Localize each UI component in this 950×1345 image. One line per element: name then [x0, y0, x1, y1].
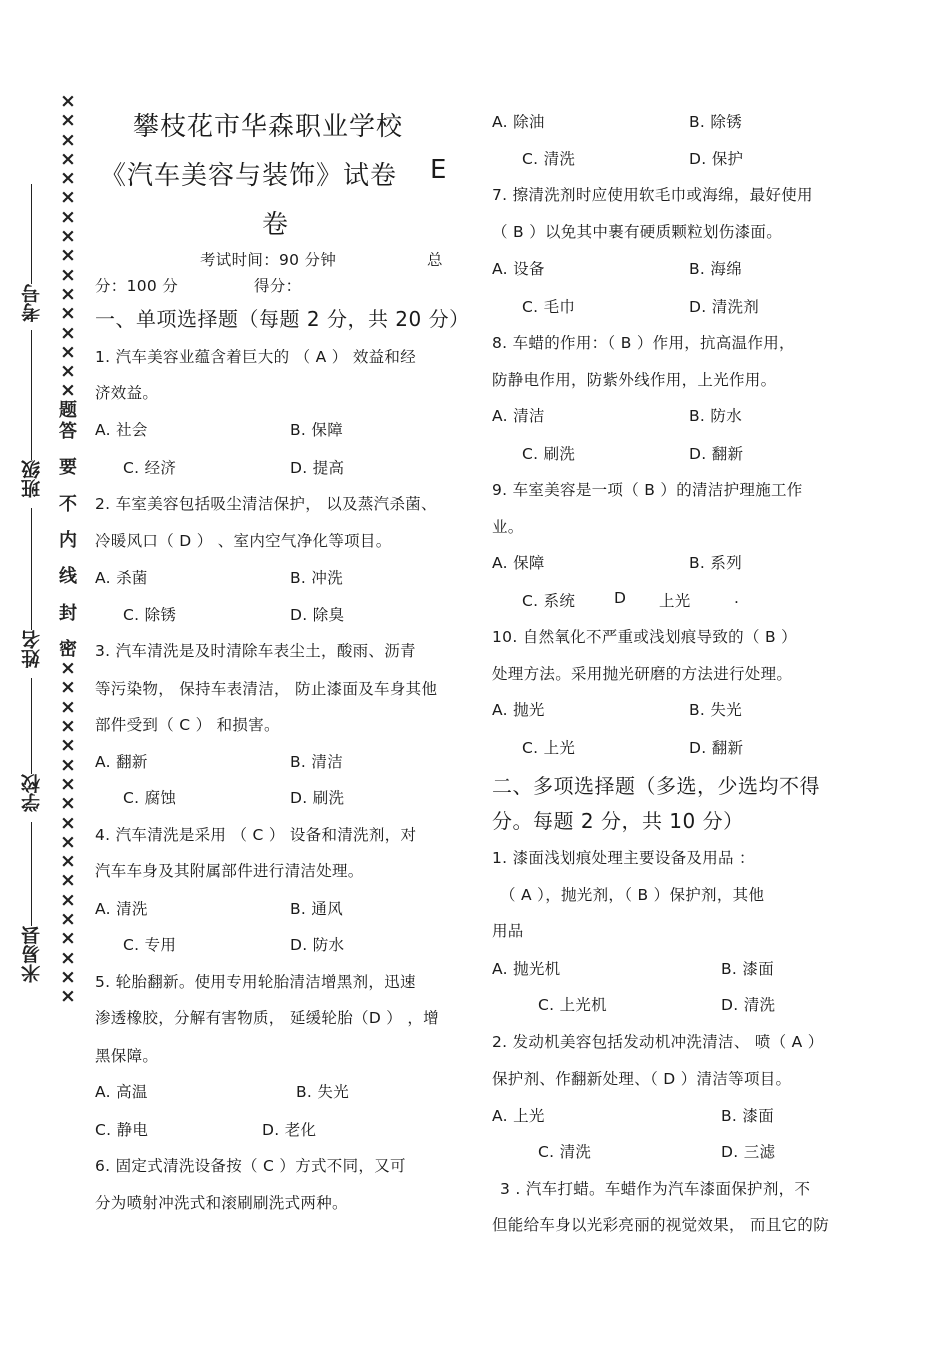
q1-option-a: A. 社会: [95, 421, 148, 439]
s2-q1-option-b: B. 漆面: [721, 960, 774, 978]
seal-char: 内: [59, 529, 77, 551]
q10-text-2: 处理方法。采用抛光研磨的方法进行处理。: [492, 665, 793, 683]
s2-q2-option-c: C. 清洗: [538, 1143, 592, 1161]
label-school: 学校: [21, 774, 43, 812]
section2-heading: 二、多项选择题（多选，少选均不得: [492, 774, 820, 798]
q7-option-d: D. 清洗剂: [689, 298, 760, 316]
q1-text: 1. 汽车美容业蕴含着巨大的 （ A ） 效益和经: [95, 348, 417, 366]
s2-q2-option-b: B. 漆面: [721, 1107, 774, 1125]
total-label: 总: [427, 251, 443, 269]
seal-x: ×: [60, 772, 76, 795]
s2-q1-text-3: 用品: [492, 922, 524, 940]
q5-option-c: C. 静电: [95, 1121, 149, 1139]
q4-option-c: C. 专用: [123, 936, 177, 954]
fill-line-county: [31, 822, 32, 926]
q1-option-b: B. 保障: [290, 421, 343, 439]
label-name: 姓名: [21, 630, 43, 668]
fill-line-school: [31, 678, 32, 774]
q7-option-c: C. 毛巾: [522, 298, 576, 316]
q6-option-b: B. 除锈: [689, 113, 742, 131]
q2-option-b: B. 冲洗: [290, 569, 343, 587]
fill-line-class: [31, 330, 32, 460]
fill-line-exam-number: [31, 184, 32, 284]
q3-text-3: 部件受到（ C ） 和损害。: [95, 716, 280, 734]
seal-x: ×: [60, 850, 76, 873]
s2-q1-text-2: （ A ），抛光剂，（ B ）保护剂，其他: [500, 886, 765, 904]
seal-x: ×: [60, 244, 76, 267]
q3-option-c: C. 腐蚀: [123, 789, 177, 807]
s2-q1-text: 1. 漆面浅划痕处理主要设备及用品 ：: [492, 849, 755, 867]
q10-option-b: B. 失光: [689, 701, 742, 719]
seal-char: 封: [59, 602, 77, 624]
q9-option-c: C. 系统: [522, 592, 576, 610]
s2-q1-option-c: C. 上光机: [538, 996, 607, 1014]
s2-q1-option-d: D. 清洗: [721, 996, 776, 1014]
seal-x: ×: [60, 186, 76, 209]
seal-x: ×: [60, 657, 76, 680]
exam-title: 《汽车美容与装饰》试卷: [100, 161, 398, 191]
q3-text: 3. 汽车清洗是及时清除车表尘土，酸雨、沥青: [95, 642, 416, 660]
seal-x: ×: [60, 676, 76, 699]
exam-time: 考试时间：90 分钟: [200, 251, 337, 269]
q10-text: 10. 自然氧化不严重或浅划痕导致的（ B ）: [492, 628, 797, 646]
seal-x: ×: [60, 907, 76, 930]
q3-text-2: 等污染物， 保持车表清洁， 防止漆面及车身其他: [95, 680, 438, 698]
seal-x: ×: [60, 811, 76, 834]
seal-x: ×: [60, 927, 76, 950]
seal-x: ×: [60, 715, 76, 738]
q4-text: 4. 汽车清洗是采用 （ C ） 设备和清洗剂，对: [95, 826, 417, 844]
q6-option-d: D. 保护: [689, 150, 744, 168]
seal-x: ×: [60, 734, 76, 757]
q2-option-a: A. 杀菌: [95, 569, 148, 587]
seal-x: ×: [60, 695, 76, 718]
seal-x: ×: [60, 753, 76, 776]
seal-x: ×: [60, 302, 76, 325]
seal-x: ×: [60, 109, 76, 132]
seal-x: ×: [60, 888, 76, 911]
q4-option-d: D. 防水: [290, 936, 345, 954]
q5-text-2: 渗透橡胶，分解有害物质， 延缓轮胎（D ） ，增: [95, 1009, 439, 1027]
seal-x: ×: [60, 985, 76, 1008]
s2-q3-text-2: 但能给车身以光彩亮丽的视觉效果， 而且它的防: [492, 1216, 830, 1234]
q6-text-2: 分为喷射冲洗式和滚刷刷洗式两种。: [95, 1194, 348, 1212]
section1-heading: 一、单项选择题（每题 2 分，共 20 分）: [95, 307, 470, 331]
q6-option-a: A. 除油: [492, 113, 545, 131]
q10-option-a: A. 抛光: [492, 701, 545, 719]
seal-x: ×: [60, 282, 76, 305]
q1-option-d: D. 提高: [290, 459, 345, 477]
q2-option-d: D. 除臭: [290, 606, 345, 624]
q10-option-d: D. 翻新: [689, 739, 744, 757]
q9-option-dot: .: [734, 589, 740, 607]
paper-suffix: 卷: [262, 210, 290, 240]
seal-x: ×: [60, 225, 76, 248]
q7-option-b: B. 海绵: [689, 260, 742, 278]
seal-x: ×: [60, 792, 76, 815]
s2-q1-option-a: A. 抛光机: [492, 960, 561, 978]
s2-q2-text: 2. 发动机美容包括发动机冲洗清洁、 喷（ A ）: [492, 1033, 824, 1051]
q8-option-b: B. 防水: [689, 407, 742, 425]
q3-option-a: A. 翻新: [95, 753, 148, 771]
fill-line-name: [31, 508, 32, 630]
seal-char: 密: [59, 638, 77, 660]
q5-option-a: A. 高温: [95, 1083, 148, 1101]
q3-option-d: D. 刷洗: [290, 789, 345, 807]
q8-text: 8. 车蜡的作用：（ B ）作用，抗高温作用，: [492, 334, 795, 352]
seal-char: 线: [59, 566, 77, 588]
q1-option-c: C. 经济: [123, 459, 177, 477]
label-county: 米易县: [21, 926, 43, 983]
s2-q2-text-2: 保护剂、作翻新处理、（ D ）清洁等项目。: [492, 1070, 792, 1088]
seal-x: ×: [60, 167, 76, 190]
q5-text: 5. 轮胎翻新。使用专用轮胎清洁增黑剂，迅速: [95, 973, 416, 991]
seal-char: 不: [59, 493, 77, 515]
q4-text-2: 汽车车身及其附属部件进行清洁处理。: [95, 862, 364, 880]
section2-heading-2: 分。每题 2 分，共 10 分）: [492, 809, 744, 833]
s2-q3-text: 3 . 汽车打蜡。车蜡作为汽车漆面保护剂，不: [500, 1180, 811, 1198]
seal-x: ×: [60, 869, 76, 892]
seal-x: ×: [60, 205, 76, 228]
seal-x: ×: [60, 830, 76, 853]
q6-text: 6. 固定式清洗设备按（ C ）方式不同，又可: [95, 1157, 406, 1175]
q9-option-a: A. 保障: [492, 554, 545, 572]
q9-option-b: B. 系列: [689, 554, 742, 572]
q5-text-3: 黑保障。: [95, 1047, 159, 1065]
s2-q2-option-a: A. 上光: [492, 1107, 545, 1125]
seal-x: ×: [60, 340, 76, 363]
paper-letter: E: [430, 155, 448, 185]
q1-text-2: 济效益。: [95, 384, 159, 402]
q9-option-d: D: [614, 589, 627, 607]
seal-x: ×: [60, 128, 76, 151]
s2-q2-option-d: D. 三滤: [721, 1143, 776, 1161]
q10-option-c: C. 上光: [522, 739, 576, 757]
q4-option-a: A. 清洗: [95, 900, 148, 918]
seal-char: 要: [59, 457, 77, 479]
label-class: 班级: [21, 460, 43, 498]
got-score-label: 得分：: [254, 277, 302, 295]
q6-option-c: C. 清洗: [522, 150, 576, 168]
q3-option-b: B. 清洁: [290, 753, 343, 771]
q8-text-2: 防静电作用，防紫外线作用，上光作用。: [492, 371, 777, 389]
q5-option-b: B. 失光: [296, 1083, 349, 1101]
q2-option-c: C. 除锈: [123, 606, 177, 624]
q9-option-d-text: 上光: [659, 592, 691, 610]
q7-text-2: （ B ）以免其中裹有硬质颗粒划伤漆面。: [492, 223, 782, 241]
q2-text-2: 冷暖风口（ D ） 、室内空气净化等项目。: [95, 532, 392, 550]
q4-option-b: B. 通风: [290, 900, 343, 918]
q2-text: 2. 车室美容包括吸尘清洁保护， 以及蒸汽杀菌、: [95, 495, 437, 513]
seal-x: ×: [60, 263, 76, 286]
q8-option-c: C. 刷洗: [522, 445, 576, 463]
seal-char: 题: [59, 399, 77, 421]
q5-option-d: D. 老化: [262, 1121, 317, 1139]
q8-option-a: A. 清洁: [492, 407, 545, 425]
seal-x: ×: [60, 321, 76, 344]
seal-x: ×: [60, 379, 76, 402]
seal-x: ×: [60, 360, 76, 383]
seal-line-column: [58, 92, 78, 1006]
q7-text: 7. 擦清洗剂时应使用软毛巾或海绵，最好使用: [492, 186, 813, 204]
label-exam-number: 考号: [21, 284, 43, 322]
q9-text-2: 业。: [492, 518, 524, 536]
seal-x: ×: [60, 946, 76, 969]
seal-char: 答: [59, 421, 77, 443]
seal-x: ×: [60, 965, 76, 988]
q8-option-d: D. 翻新: [689, 445, 744, 463]
seal-x: ×: [60, 147, 76, 170]
school-name: 攀枝花市华森职业学校: [133, 112, 404, 142]
q9-text: 9. 车室美容是一项（ B ）的清洁护理施工作: [492, 481, 803, 499]
q7-option-a: A. 设备: [492, 260, 545, 278]
seal-x: ×: [60, 90, 76, 112]
total-score: 分：100 分: [95, 277, 179, 295]
